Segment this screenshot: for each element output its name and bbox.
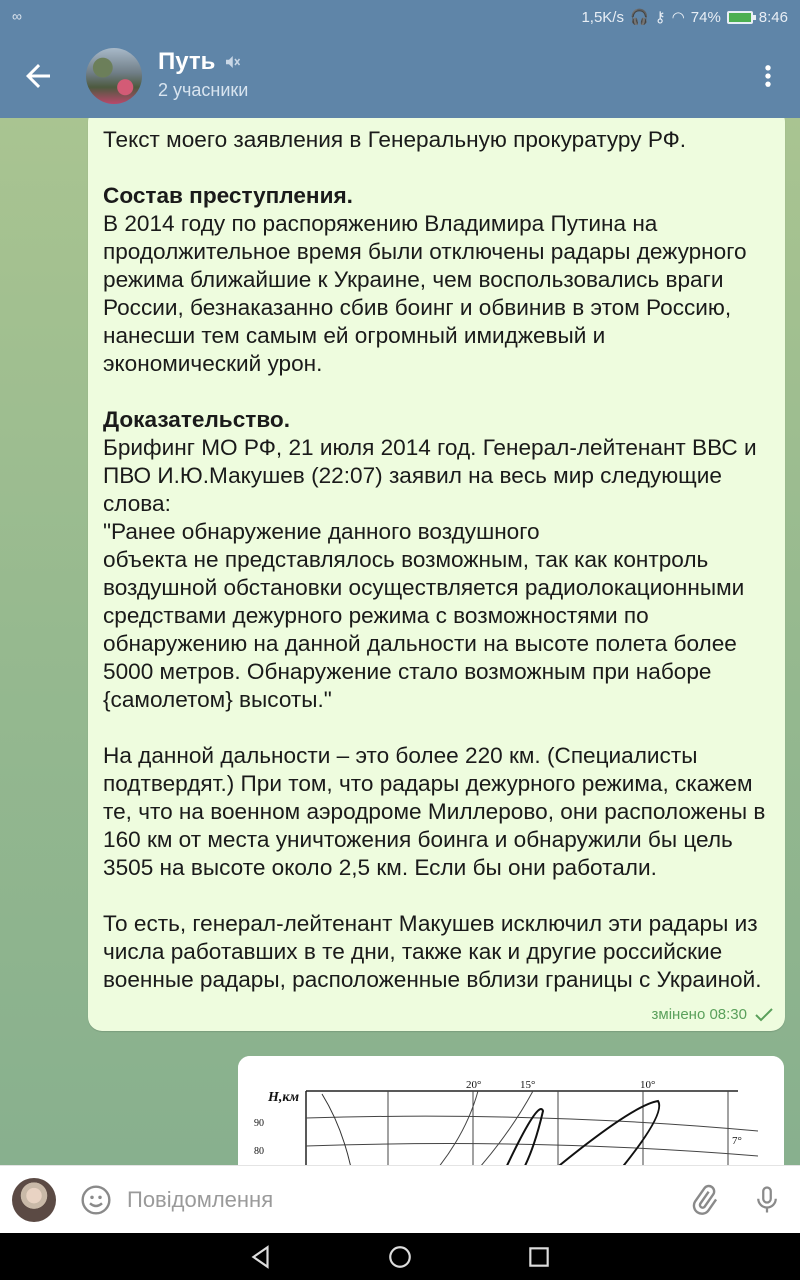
- message-input[interactable]: [127, 1185, 647, 1215]
- angle-20: 20°: [466, 1079, 482, 1091]
- battery-percent: 74%: [690, 8, 721, 26]
- chat-title[interactable]: [158, 48, 241, 76]
- infinity-icon: ∞: [12, 8, 22, 24]
- group-avatar[interactable]: [86, 48, 142, 104]
- muted-speaker-icon: [223, 53, 241, 71]
- back-arrow-icon[interactable]: [20, 58, 56, 94]
- heading-evidence: Доказательство.: [103, 407, 290, 432]
- network-speed: 1,5K/s: [581, 8, 624, 26]
- chat-header: [0, 34, 800, 118]
- nav-back-icon[interactable]: [248, 1244, 274, 1270]
- angle-10: 10°: [640, 1079, 656, 1091]
- message-conclusion-text: То есть, генерал-лейтенант Макушев исключил эти радары из числа работавших в те дни, также как и другие российские военные радары, расположенные вблизи границы с Украиной.: [103, 911, 762, 992]
- message-crime-text: В 2014 году по распоряжению Владимира Путина на продолжительное время были отключены радары дежурного режима ближайшие к Украине, чем воспользовались враги России, безнаказанно сбив боинг и обвинив в этом Россию, нанесши тем самым ей огромный имиджевый и экономический урон.: [103, 211, 747, 376]
- status-right: [581, 8, 788, 26]
- chat-area[interactable]: [0, 118, 800, 1165]
- nav-home-icon[interactable]: [387, 1244, 413, 1270]
- nav-recents-icon[interactable]: [526, 1244, 552, 1270]
- message-composer: [0, 1165, 800, 1233]
- radar-diagram-image: [238, 1056, 784, 1165]
- status-bar: [0, 0, 800, 34]
- message-briefing-text: Брифинг МО РФ, 21 июля 2014 год. Генерал-лейтенант ВВС и ПВО И.Ю.Макушев (22:07) заявил на весь мир следующие слова:: [103, 435, 757, 516]
- image-message[interactable]: [238, 1056, 784, 1165]
- check-icon: [755, 1008, 773, 1022]
- diagram-tick-90: 90: [254, 1118, 264, 1129]
- edited-time: змінено 08:30: [651, 1006, 747, 1023]
- clock: 8:46: [758, 8, 788, 26]
- angle-15: 15°: [520, 1079, 536, 1091]
- diagram-ylabel: H,км: [268, 1090, 300, 1105]
- more-vertical-icon[interactable]: [754, 60, 782, 92]
- key-icon: ⚷: [654, 9, 666, 26]
- battery-icon: [727, 11, 753, 24]
- message-distance-text: На данной дальности – это более 220 км. (Специалисты подтвердят.) При том, что радары дежурного режима, скажем те, что на военном аэродроме Миллерово, они расположены в 160 км от места уничтожения боинга и обнаружили бы цель 3505 на высоте около 2,5 км. Если бы они работали.: [103, 743, 766, 880]
- emoji-icon[interactable]: [80, 1184, 112, 1216]
- message-meta: [652, 1006, 773, 1023]
- angle-7: 7°: [732, 1135, 742, 1147]
- attach-icon[interactable]: [688, 1182, 720, 1218]
- chat-title-text: Путь: [158, 48, 216, 75]
- message-bubble[interactable]: [88, 118, 785, 1031]
- message-text: [103, 126, 769, 994]
- wifi-icon: ◠: [671, 9, 685, 26]
- my-avatar[interactable]: [12, 1178, 56, 1222]
- diagram-tick-80: 80: [254, 1146, 264, 1157]
- heading-crime: Состав преступления.: [103, 183, 353, 208]
- message-intro: Текст моего заявления в Генеральную прокуратуру РФ.: [103, 127, 687, 152]
- microphone-icon[interactable]: [752, 1182, 782, 1218]
- chat-subtitle: 2 учасники: [158, 80, 249, 100]
- system-navigation-bar: [0, 1233, 800, 1280]
- headphones-icon: 🎧: [629, 9, 649, 26]
- message-quote: "Ранее обнаружение данного воздушного объекта не представлялось возможным, так как контроль воздушной обстановки осуществляется радиолокационными средствами дежурного режима с возможностями по обнаружению на данной дальности на высоте полета более 5000 метров. Обнаружение стало возможным при наборе {самолетом} высоты.": [103, 519, 745, 712]
